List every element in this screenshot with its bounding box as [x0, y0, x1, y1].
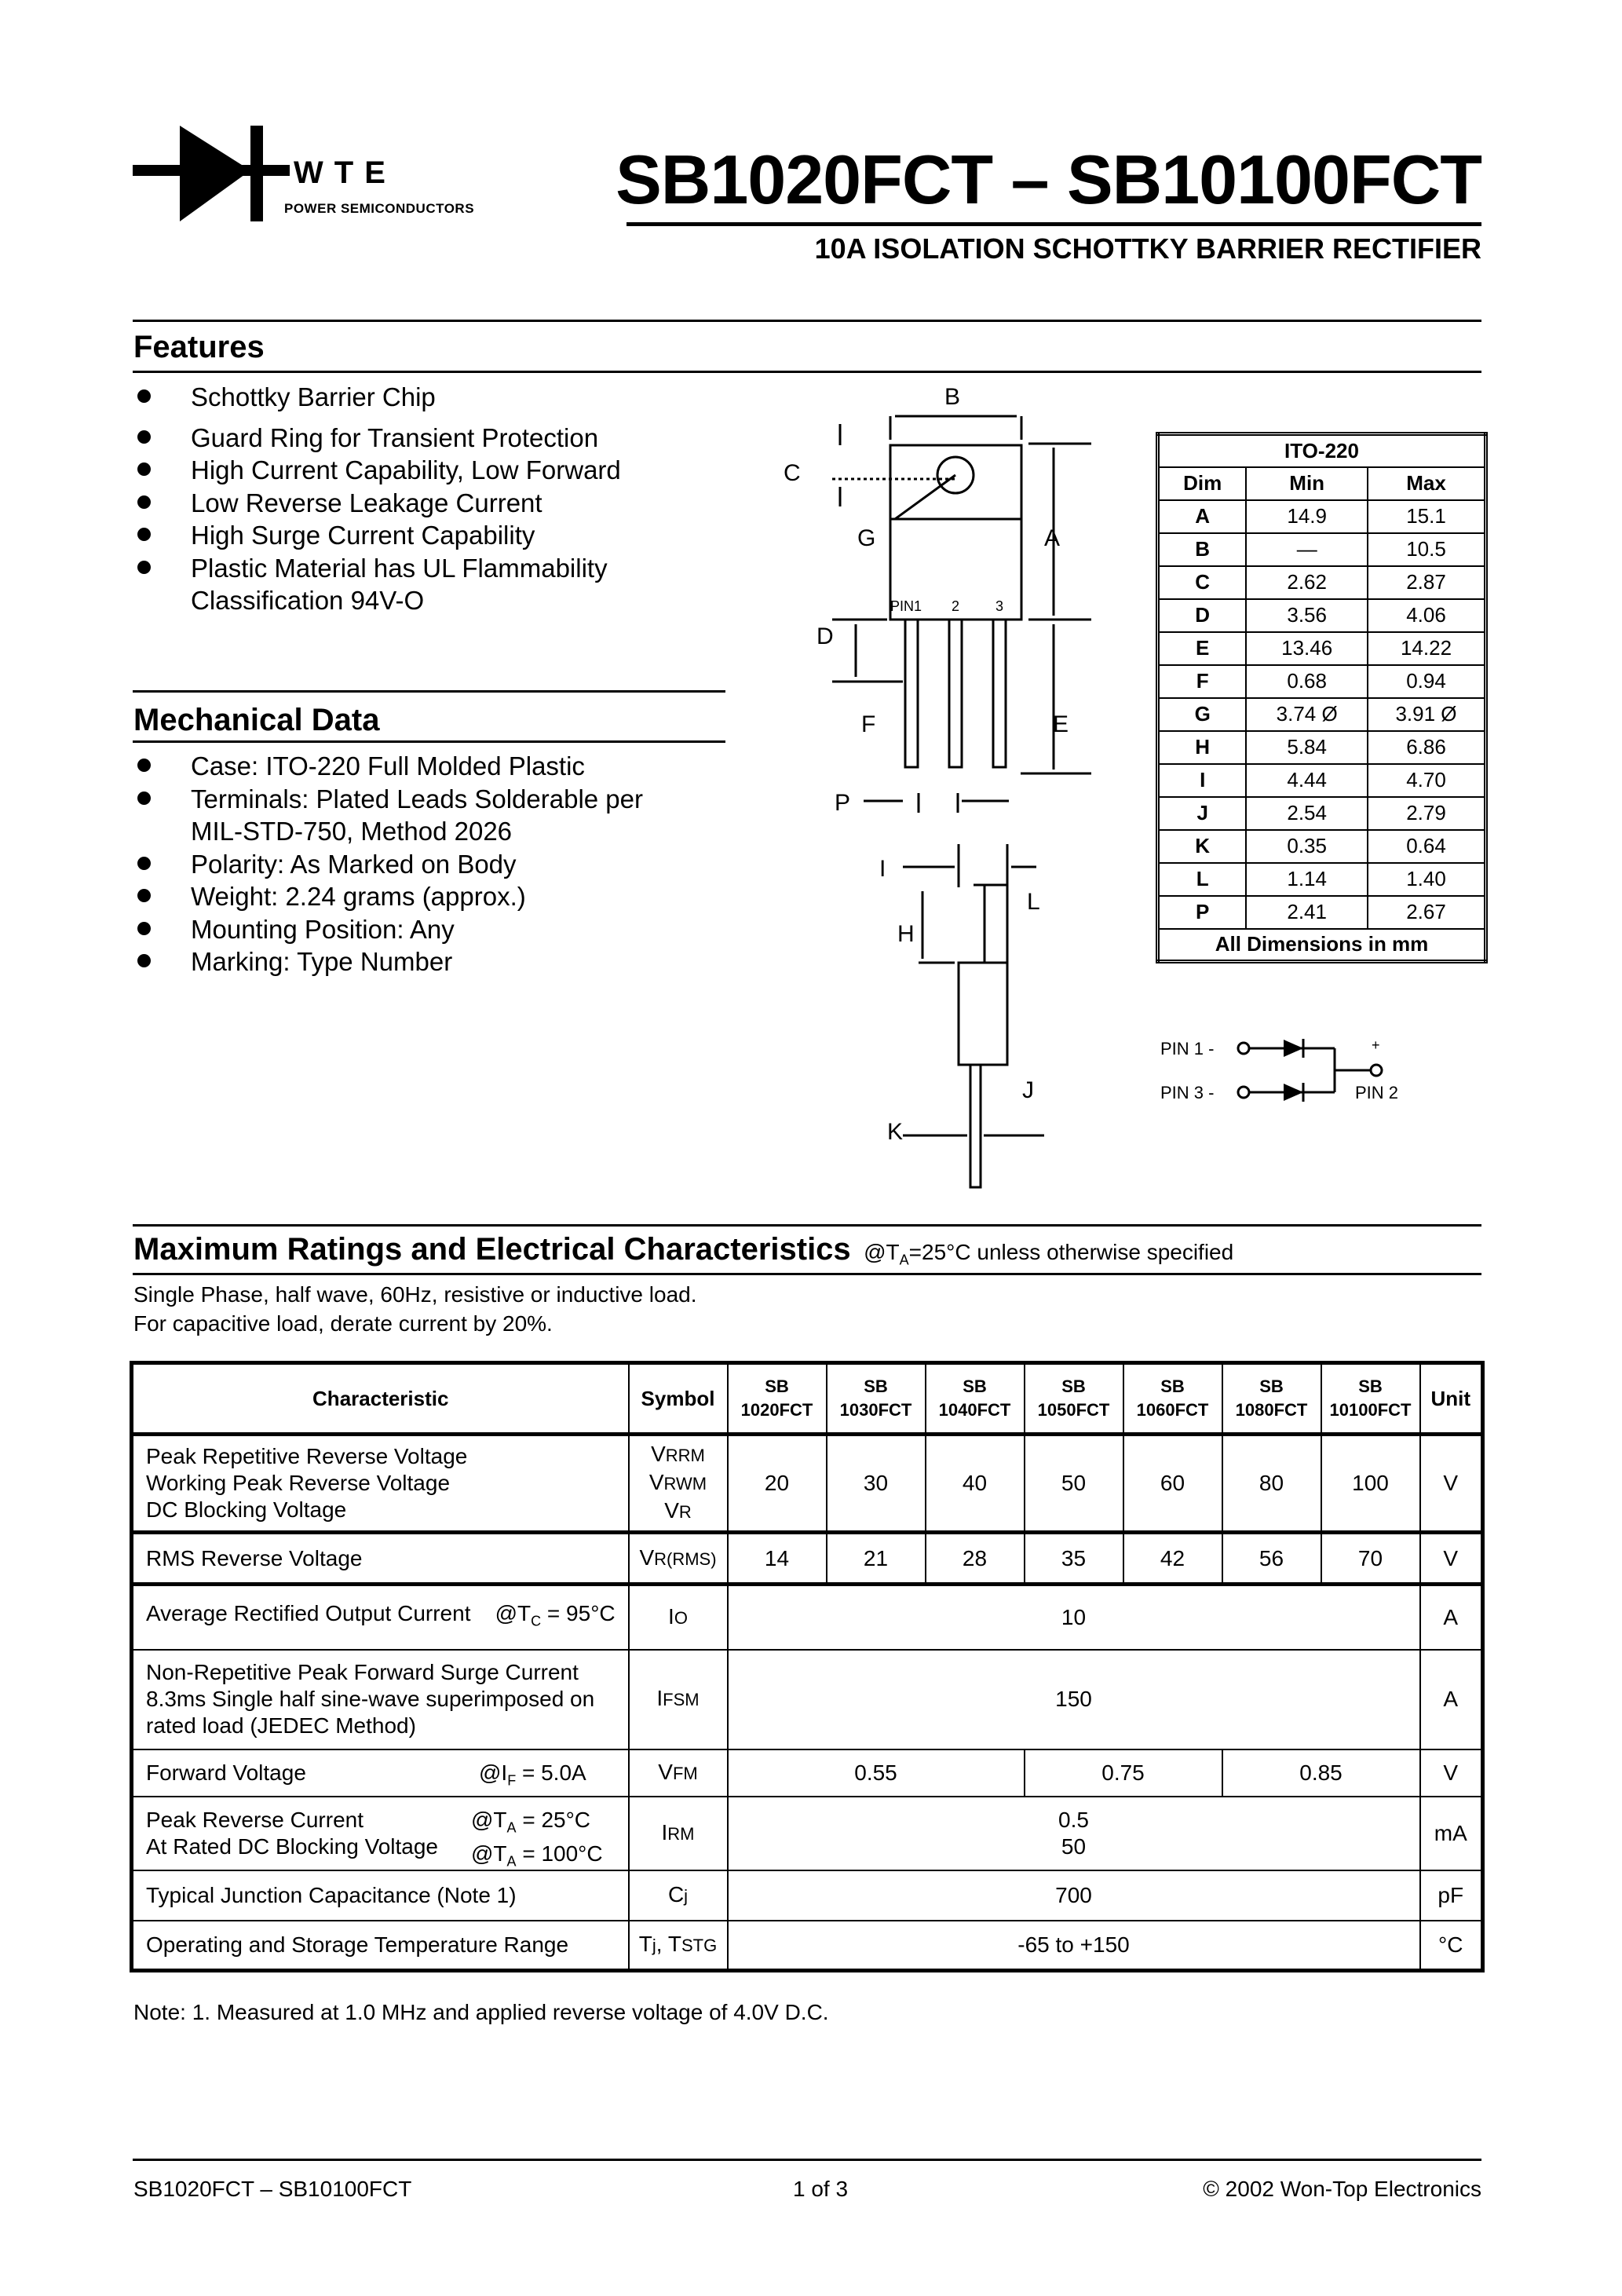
dim-min: 1.14 — [1246, 863, 1368, 896]
cond-sub: A — [506, 1853, 517, 1870]
value-cell: 14 — [728, 1533, 827, 1585]
logo-tagline: POWER SEMICONDUCTORS — [284, 201, 475, 216]
char-line: DC Blocking Voltage — [146, 1497, 347, 1522]
col-header-part — [1321, 1363, 1420, 1435]
sym: , T — [656, 1931, 681, 1956]
char-line: At Rated DC Blocking Voltage — [146, 1834, 438, 1859]
col-header-symbol: Symbol — [629, 1363, 728, 1435]
condition-note: Single Phase, half wave, 60Hz, resistive or inductive load. — [133, 1282, 697, 1307]
dim-letter: D — [1158, 599, 1247, 632]
symbol-cell — [629, 1921, 728, 1971]
dim-row — [1158, 632, 1486, 665]
part-prefix: SB — [1259, 1377, 1284, 1396]
sym-sub: R — [678, 1502, 692, 1522]
unit-cell: V — [1420, 1749, 1483, 1797]
sym-sub: RM — [667, 1823, 695, 1844]
dim-label-i: I — [879, 856, 886, 882]
pin-schematic — [1154, 1025, 1421, 1111]
footnote: Note: 1. Measured at 1.0 MHz and applied reverse voltage of 4.0V D.C. — [133, 2000, 829, 2024]
feature-item: Plastic Material has UL Flammability — [135, 552, 621, 585]
value-cell: -65 to +150 — [728, 1921, 1420, 1971]
table-row — [132, 1650, 1483, 1749]
value-cell: 700 — [728, 1870, 1420, 1921]
char-line: Forward Voltage — [146, 1760, 306, 1785]
characteristic-cell: Typical Junction Capacitance (Note 1) — [132, 1870, 629, 1921]
dim-row — [1158, 566, 1486, 599]
dim-label-f: F — [861, 711, 876, 737]
characteristic-cell — [132, 1797, 629, 1870]
dim-row — [1158, 599, 1486, 632]
mechanical-item: Weight: 2.24 grams (approx.) — [135, 880, 643, 913]
sym-sub: FSM — [663, 1690, 700, 1709]
col-header-unit: Unit — [1420, 1363, 1483, 1435]
dim-letter: P — [1158, 896, 1247, 929]
cond: @T — [471, 1807, 507, 1832]
dim-letter: C — [1158, 566, 1247, 599]
dim-min: 2.54 — [1246, 797, 1368, 830]
sym: C — [667, 1881, 685, 1907]
characteristic-cell: Operating and Storage Temperature Range — [132, 1921, 629, 1971]
dim-row — [1158, 830, 1486, 863]
cond-sub: C — [531, 1613, 542, 1629]
dim-table-footer: All Dimensions in mm — [1158, 929, 1486, 962]
page-subtitle: 10A ISOLATION SCHOTTKY BARRIER RECTIFIER — [814, 232, 1481, 265]
sym: V — [658, 1759, 673, 1784]
value-cell: 0.55 — [728, 1749, 1025, 1797]
char-line: Working Peak Reverse Voltage — [146, 1471, 451, 1495]
characteristic-cell: RMS Reverse Voltage — [132, 1533, 629, 1585]
table-row — [132, 1533, 1483, 1585]
dim-row — [1158, 533, 1486, 566]
mechanical-item: Marking: Type Number — [135, 945, 643, 978]
dim-table-title: ITO-220 — [1158, 434, 1486, 467]
cond: = 5.0A — [516, 1760, 586, 1785]
footer-copyright: © 2002 Won-Top Electronics — [1203, 2177, 1481, 2201]
sym-sub: O — [674, 1607, 688, 1628]
pin-label: 2 — [952, 598, 960, 614]
value-cell: 35 — [1025, 1533, 1123, 1585]
dim-label-l: L — [1027, 889, 1040, 915]
dim-min: 4.44 — [1246, 764, 1368, 797]
unit-cell: V — [1420, 1435, 1483, 1533]
dim-max: 2.79 — [1368, 797, 1485, 830]
value-cell: 30 — [827, 1435, 926, 1533]
sym-sub: FM — [672, 1763, 698, 1783]
part-prefix: SB — [963, 1377, 987, 1396]
diode-icon — [1284, 1084, 1303, 1101]
sym: V — [639, 1545, 655, 1570]
sym-sub: j — [684, 1885, 689, 1906]
char-line: Peak Reverse Current — [146, 1807, 364, 1832]
value-cell: 0.75 — [1025, 1749, 1222, 1797]
dim-min: — — [1246, 533, 1368, 566]
page-title: SB1020FCT – SB10100FCT — [616, 141, 1481, 218]
dim-max: 2.67 — [1368, 896, 1485, 929]
sym-sub: j — [652, 1935, 656, 1955]
table-row — [132, 1921, 1483, 1971]
value-cell: 28 — [926, 1533, 1025, 1585]
cond: @T — [471, 1841, 507, 1866]
pin-label: 3 — [995, 598, 1004, 614]
dim-letter: K — [1158, 830, 1247, 863]
pin-label: PIN1 — [890, 598, 922, 614]
dimensions-table — [1156, 432, 1488, 963]
condition-note: For capacitive load, derate current by 20%. — [133, 1311, 553, 1336]
sym: V — [648, 1470, 664, 1494]
dim-min: 3.56 — [1246, 599, 1368, 632]
dim-min: 2.62 — [1246, 566, 1368, 599]
dim-min: 0.68 — [1246, 665, 1368, 698]
value-cell: 80 — [1222, 1435, 1321, 1533]
part-number: 10100FCT — [1329, 1400, 1412, 1420]
dim-letter: F — [1158, 665, 1247, 698]
value: 50 — [1061, 1834, 1087, 1859]
dim-min: 0.35 — [1246, 830, 1368, 863]
divider — [133, 2159, 1481, 2161]
cond-sub: A — [899, 1252, 909, 1268]
char-line: Peak Repetitive Reverse Voltage — [146, 1444, 468, 1468]
cond: @I — [479, 1760, 508, 1785]
dim-min: 5.84 — [1246, 731, 1368, 764]
cond-wrap — [471, 1807, 603, 1875]
table-row — [132, 1749, 1483, 1797]
sym: I — [656, 1686, 663, 1710]
logo-brand: WTE — [294, 155, 396, 190]
dim-label-j: J — [1022, 1077, 1034, 1103]
dim-label-e: E — [1053, 711, 1069, 737]
dim-row — [1158, 896, 1486, 929]
dim-label-c: C — [784, 460, 801, 486]
dim-min: 14.9 — [1246, 500, 1368, 533]
value: 0.5 — [1058, 1807, 1089, 1832]
footer-part-range: SB1020FCT – SB10100FCT — [133, 2177, 412, 2201]
mechanical-item: Polarity: As Marked on Body — [135, 848, 643, 881]
part-number: 1060FCT — [1136, 1400, 1209, 1420]
dim-row — [1158, 731, 1486, 764]
dim-label-p: P — [835, 790, 851, 816]
dim-row — [1158, 764, 1486, 797]
ratings-condition — [864, 1240, 1234, 1268]
symbol-cell — [629, 1585, 728, 1650]
dim-header: Dim — [1158, 467, 1247, 500]
mechanical-item: Terminals: Plated Leads Solderable per — [135, 783, 643, 816]
dim-letter: I — [1158, 764, 1247, 797]
pin3-label: PIN 3 - — [1160, 1083, 1215, 1102]
col-header-part — [1123, 1363, 1222, 1435]
ratings-table — [130, 1361, 1485, 1972]
col-header-part — [827, 1363, 926, 1435]
symbol-cell — [629, 1533, 728, 1585]
sym: V — [664, 1498, 679, 1523]
mechanical-heading: Mechanical Data — [133, 703, 380, 737]
cond-text: =25°C unless otherwise specified — [908, 1240, 1234, 1264]
symbol-cell — [629, 1797, 728, 1870]
table-row — [132, 1435, 1483, 1533]
symbol-cell — [629, 1650, 728, 1749]
dim-max: 14.22 — [1368, 632, 1485, 665]
sym-sub: RRM — [665, 1446, 705, 1465]
table-row — [132, 1585, 1483, 1650]
dim-row — [1158, 698, 1486, 731]
table-row — [132, 1870, 1483, 1921]
dim-max: 1.40 — [1368, 863, 1485, 896]
sym-sub: RWM — [663, 1474, 707, 1493]
mechanical-item: Case: ITO-220 Full Molded Plastic — [135, 750, 643, 783]
unit-cell: A — [1420, 1650, 1483, 1749]
char-line: 8.3ms Single half sine-wave superimposed on — [146, 1687, 595, 1711]
characteristic-cell — [132, 1749, 629, 1797]
dim-row — [1158, 500, 1486, 533]
value-cell: 50 — [1025, 1435, 1123, 1533]
dim-header: Max — [1368, 467, 1485, 500]
part-prefix: SB — [1358, 1377, 1383, 1396]
value-cell: 42 — [1123, 1533, 1222, 1585]
cond-text: @T — [864, 1240, 900, 1264]
char-line: rated load (JEDEC Method) — [146, 1713, 416, 1738]
sym: T — [638, 1931, 652, 1956]
dim-letter: H — [1158, 731, 1247, 764]
plus-label: + — [1372, 1037, 1380, 1053]
cond: = 100°C — [516, 1841, 603, 1866]
characteristic-cell — [132, 1435, 629, 1533]
dim-min: 13.46 — [1246, 632, 1368, 665]
part-number: 1030FCT — [839, 1400, 912, 1420]
dim-max: 0.94 — [1368, 665, 1485, 698]
dim-max: 15.1 — [1368, 500, 1485, 533]
feature-item: Schottky Barrier Chip — [135, 381, 621, 414]
dim-max: 3.91 Ø — [1368, 698, 1485, 731]
sym: I — [661, 1819, 668, 1844]
value-cell: 100 — [1321, 1435, 1420, 1533]
value-cell: 40 — [926, 1435, 1025, 1533]
value-cell: 56 — [1222, 1533, 1321, 1585]
cond-sub: F — [507, 1772, 517, 1789]
symbol-cell — [629, 1870, 728, 1921]
cond: = 25°C — [516, 1807, 591, 1832]
dim-letter: A — [1158, 500, 1247, 533]
diode-icon — [1284, 1040, 1303, 1057]
sym-sub: STG — [681, 1935, 718, 1955]
value-cell: 10 — [728, 1585, 1420, 1650]
ratings-heading: Maximum Ratings and Electrical Characteristics — [133, 1232, 851, 1267]
table-row — [132, 1797, 1483, 1870]
characteristic-cell — [132, 1585, 629, 1650]
dim-label-d: D — [816, 623, 834, 649]
dim-max: 6.86 — [1368, 731, 1485, 764]
cond-wrap — [479, 1760, 586, 1794]
sym: I — [668, 1603, 674, 1629]
col-header-part — [926, 1363, 1025, 1435]
char-line: Average Rectified Output Current — [146, 1600, 471, 1625]
dim-min: 2.41 — [1246, 896, 1368, 929]
symbol-cell — [629, 1749, 728, 1797]
mechanical-item: MIL-STD-750, Method 2026 — [191, 817, 513, 846]
unit-cell: pF — [1420, 1870, 1483, 1921]
divider — [133, 1224, 1481, 1227]
col-header-characteristic: Characteristic — [132, 1363, 629, 1435]
part-prefix: SB — [1160, 1377, 1185, 1396]
part-prefix: SB — [765, 1377, 789, 1396]
sym-sub: R(RMS) — [654, 1548, 717, 1569]
value-cell: 21 — [827, 1533, 926, 1585]
dim-max: 2.87 — [1368, 566, 1485, 599]
footer-page-number: 1 of 3 — [793, 2177, 849, 2201]
unit-cell: V — [1420, 1533, 1483, 1585]
feature-item: Guard Ring for Transient Protection — [135, 422, 621, 455]
value-cell: 150 — [728, 1650, 1420, 1749]
value-cell: 20 — [728, 1435, 827, 1533]
value-cell: 0.85 — [1222, 1749, 1420, 1797]
dim-row — [1158, 665, 1486, 698]
cond: @T — [495, 1600, 532, 1625]
dim-row — [1158, 797, 1486, 830]
value-cell: 60 — [1123, 1435, 1222, 1533]
pin1-label: PIN 1 - — [1160, 1039, 1215, 1058]
characteristic-cell — [132, 1650, 629, 1749]
dim-label-g: G — [857, 525, 876, 551]
cond-sub: A — [506, 1819, 517, 1836]
ratings-heading-row — [133, 1232, 1233, 1269]
dim-letter: G — [1158, 698, 1247, 731]
unit-cell: A — [1420, 1585, 1483, 1650]
features-heading: Features — [133, 330, 265, 364]
pin2-label: PIN 2 — [1355, 1083, 1399, 1102]
dim-max: 0.64 — [1368, 830, 1485, 863]
dim-min: 3.74 Ø — [1246, 698, 1368, 731]
divider — [133, 1273, 1481, 1275]
mechanical-item: Mounting Position: Any — [135, 913, 643, 946]
dim-label-k: K — [887, 1119, 904, 1145]
symbol-cell — [629, 1435, 728, 1533]
feature-item: High Current Capability, Low Forward — [135, 454, 621, 487]
dim-header: Min — [1246, 467, 1368, 500]
dim-label-a: A — [1044, 525, 1061, 551]
dim-letter: J — [1158, 797, 1247, 830]
dim-max: 10.5 — [1368, 533, 1485, 566]
feature-item: High Surge Current Capability — [135, 519, 621, 552]
part-prefix: SB — [1061, 1377, 1086, 1396]
unit-cell: °C — [1420, 1921, 1483, 1971]
col-header-part — [1025, 1363, 1123, 1435]
dim-letter: E — [1158, 632, 1247, 665]
unit-cell: mA — [1420, 1797, 1483, 1870]
dim-max: 4.70 — [1368, 764, 1485, 797]
sym: V — [651, 1442, 666, 1466]
dim-max: 4.06 — [1368, 599, 1485, 632]
feature-item: Low Reverse Leakage Current — [135, 487, 621, 520]
dim-label-h: H — [897, 921, 915, 947]
value-cell: 70 — [1321, 1533, 1420, 1585]
col-header-part — [728, 1363, 827, 1435]
dim-row — [1158, 863, 1486, 896]
part-number: 1080FCT — [1235, 1400, 1308, 1420]
part-number: 1050FCT — [1037, 1400, 1110, 1420]
cond: = 95°C — [541, 1600, 616, 1625]
feature-item: Classification 94V-O — [191, 586, 425, 615]
value-cell — [728, 1797, 1420, 1870]
part-number: 1040FCT — [938, 1400, 1011, 1420]
char-line: Non-Repetitive Peak Forward Surge Current — [146, 1660, 579, 1684]
dim-letter: L — [1158, 863, 1247, 896]
part-number: 1020FCT — [740, 1400, 813, 1420]
dim-letter: B — [1158, 533, 1247, 566]
dim-label-b: B — [944, 384, 961, 410]
col-header-part — [1222, 1363, 1321, 1435]
part-prefix: SB — [864, 1377, 888, 1396]
